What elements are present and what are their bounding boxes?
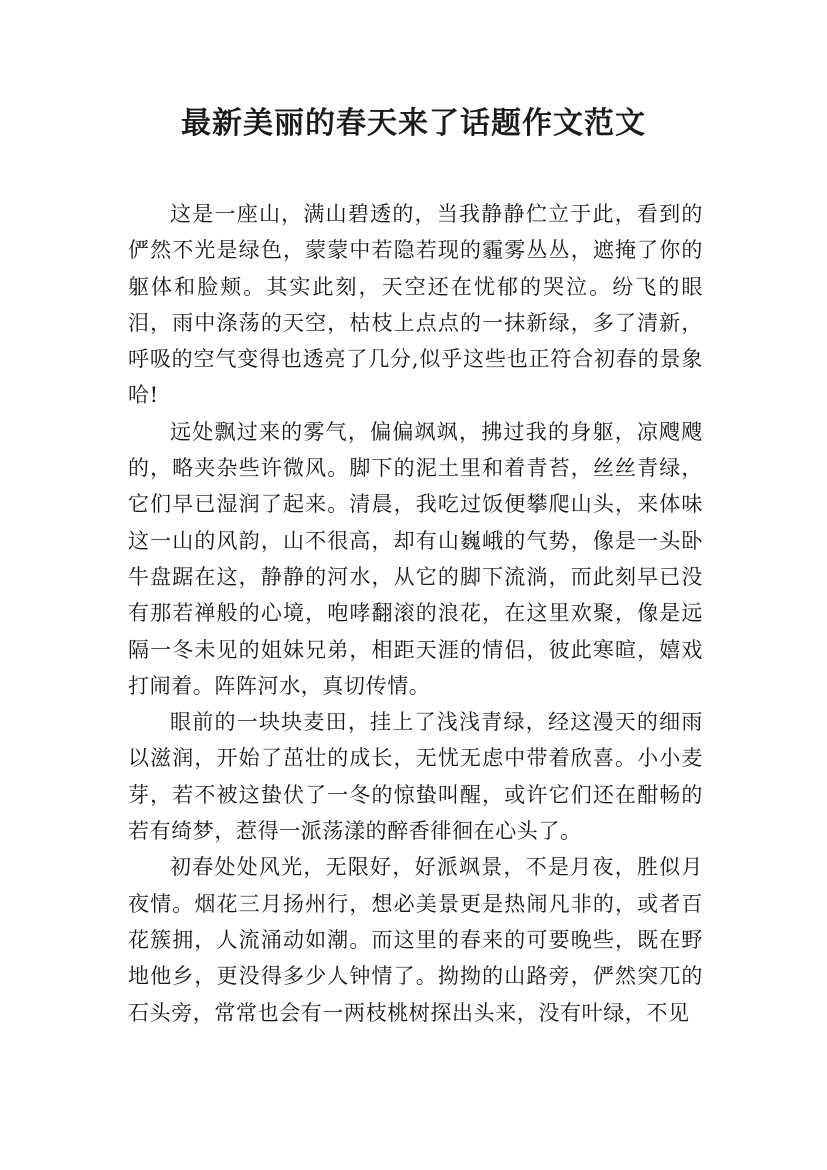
- document-body: [128, 196, 703, 1031]
- paragraph: 眼前的一块块麦田，挂上了浅浅青绿，经这漫天的细雨以滋润，开始了茁壮的成长，无忧无虑中带着欣喜。小小麦芽，若不被这蛰伏了一冬的惊蛰叫醒，或许它们还在酣畅的若有绮梦，惹得一派荡漾的醉香徘徊在心头了。: [128, 710, 703, 844]
- document-title: 最新美丽的春天来了话题作文范文: [181, 106, 646, 141]
- paragraph: 初春处处风光，无限好，好派飒景，不是月夜，胜似月夜情。烟花三月扬州行，想必美景更是热闹凡非的，或者百花簇拥，人流涌动如潮。而这里的春来的可要晚些，既在野地他乡，更没得多少人钟情了。拗拗的山路旁，俨然突兀的石头旁，常常也会有一两枝桃树探出头来，没有叶绿，不见: [128, 855, 703, 1025]
- paragraph: 远处飘过来的雾气，偏偏飒飒，拂过我的身躯，凉飕飕的，略夹杂些许微风。脚下的泥土里和着青苔，丝丝青绿，它们早已湿润了起来。清晨，我吃过饭便攀爬山头，来体味这一山的风韵，山不很高，却有山巍峨的气势，像是一头卧牛盘踞在这，静静的河水，从它的脚下流淌，而此刻早已没有那若禅般的心境，咆哮翻滚的浪花，在这里欢聚，像是远隔一冬未见的姐妹兄弟，相距天涯的情侣，彼此寒暄，嬉戏打闹着。阵阵河水，真切传情。: [128, 419, 703, 698]
- paragraph: 这是一座山，满山碧透的，当我静静伫立于此，看到的俨然不光是绿色，蒙蒙中若隐若现的霾雾丛丛，遮掩了你的躯体和脸颊。其实此刻，天空还在忧郁的哭泣。纷飞的眼泪，雨中涤荡的天空，枯枝上点点的一抹新绿，多了清新，呼吸的空气变得也透亮了几分,似乎这些也正符合初春的景象哈!: [128, 202, 703, 408]
